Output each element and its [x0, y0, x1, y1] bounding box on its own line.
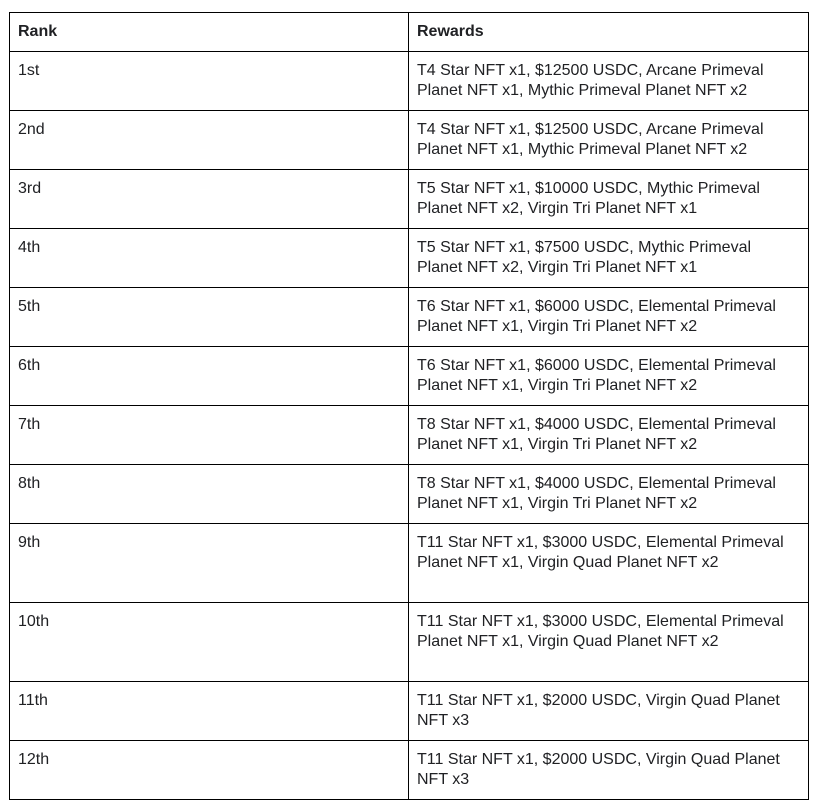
rewards-table	[9, 12, 809, 800]
rank-cell: 3rd	[10, 170, 409, 229]
rewards-cell: T5 Star NFT x1, $7500 USDC, Mythic Primeval Planet NFT x2, Virgin Tri Planet NFT x1	[409, 229, 809, 288]
rank-cell: 7th	[10, 406, 409, 465]
table-row	[10, 465, 809, 524]
table-row	[10, 170, 809, 229]
rewards-cell: T4 Star NFT x1, $12500 USDC, Arcane Primeval Planet NFT x1, Mythic Primeval Planet NFT x2	[409, 111, 809, 170]
rank-cell: 2nd	[10, 111, 409, 170]
rewards-cell: T6 Star NFT x1, $6000 USDC, Elemental Primeval Planet NFT x1, Virgin Tri Planet NFT x2	[409, 347, 809, 406]
rewards-cell: T11 Star NFT x1, $3000 USDC, Elemental Primeval Planet NFT x1, Virgin Quad Planet NFT x2	[409, 603, 809, 682]
rank-cell: 10th	[10, 603, 409, 682]
rewards-cell: T4 Star NFT x1, $12500 USDC, Arcane Primeval Planet NFT x1, Mythic Primeval Planet NFT x2	[409, 52, 809, 111]
table-row	[10, 524, 809, 603]
table-row	[10, 229, 809, 288]
table-row	[10, 741, 809, 800]
rewards-cell: T6 Star NFT x1, $6000 USDC, Elemental Primeval Planet NFT x1, Virgin Tri Planet NFT x2	[409, 288, 809, 347]
rank-cell: 8th	[10, 465, 409, 524]
rewards-cell: T8 Star NFT x1, $4000 USDC, Elemental Primeval Planet NFT x1, Virgin Tri Planet NFT x2	[409, 465, 809, 524]
header-row	[10, 13, 809, 52]
table-row	[10, 347, 809, 406]
rank-cell: 5th	[10, 288, 409, 347]
rewards-cell: T11 Star NFT x1, $3000 USDC, Elemental Primeval Planet NFT x1, Virgin Quad Planet NFT x2	[409, 524, 809, 603]
rank-cell: 6th	[10, 347, 409, 406]
rank-cell: 11th	[10, 682, 409, 741]
table-row	[10, 111, 809, 170]
table-row	[10, 682, 809, 741]
rewards-cell: T11 Star NFT x1, $2000 USDC, Virgin Quad Planet NFT x3	[409, 741, 809, 800]
rewards-cell: T8 Star NFT x1, $4000 USDC, Elemental Primeval Planet NFT x1, Virgin Tri Planet NFT x2	[409, 406, 809, 465]
rank-cell: 9th	[10, 524, 409, 603]
rank-cell: 12th	[10, 741, 409, 800]
table-row	[10, 52, 809, 111]
rank-cell: 4th	[10, 229, 409, 288]
table-row	[10, 288, 809, 347]
table-row	[10, 603, 809, 682]
rewards-cell: T11 Star NFT x1, $2000 USDC, Virgin Quad Planet NFT x3	[409, 682, 809, 741]
rank-cell: 1st	[10, 52, 409, 111]
rewards-header: Rewards	[409, 13, 809, 52]
rewards-cell: T5 Star NFT x1, $10000 USDC, Mythic Primeval Planet NFT x2, Virgin Tri Planet NFT x1	[409, 170, 809, 229]
table-row	[10, 406, 809, 465]
rank-header: Rank	[10, 13, 409, 52]
